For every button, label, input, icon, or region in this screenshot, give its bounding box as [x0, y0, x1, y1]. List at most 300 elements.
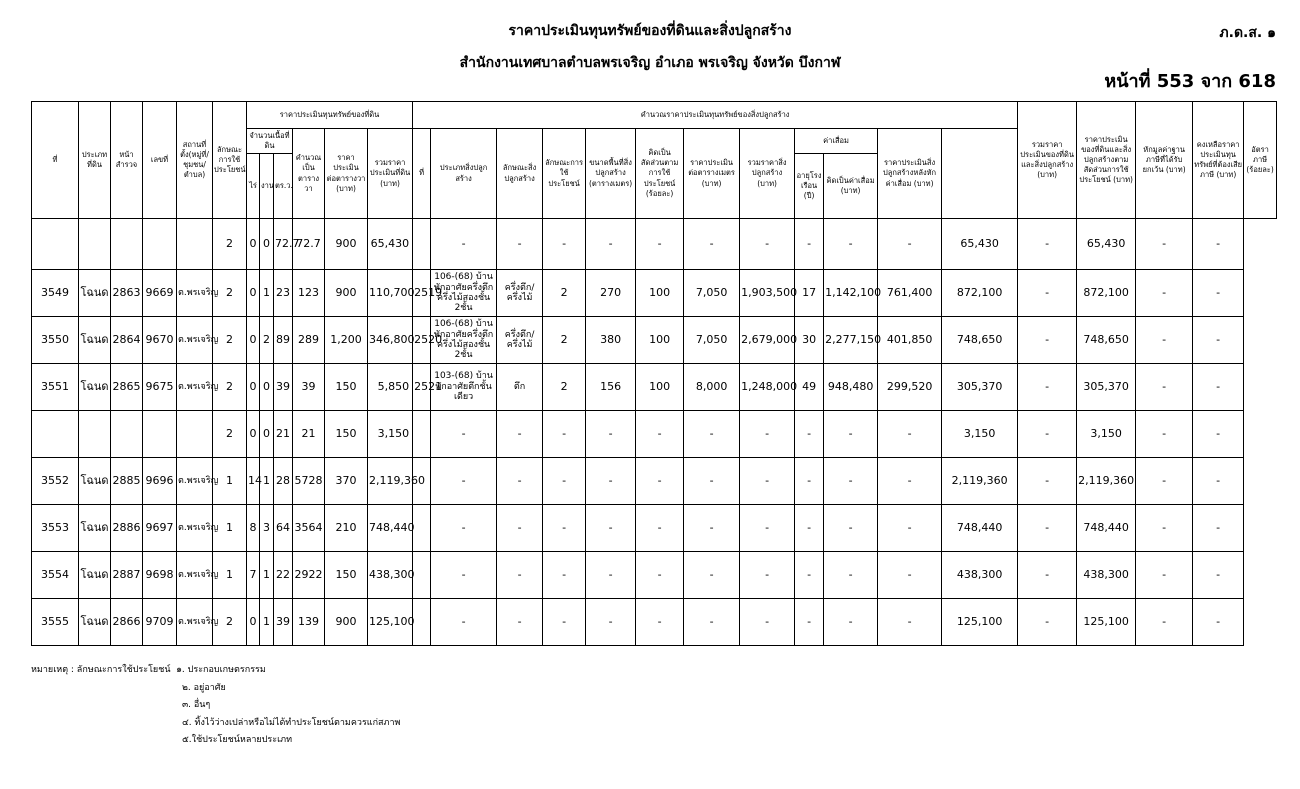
cell-location — [177, 219, 213, 270]
cell-land-type: โฉนด — [79, 552, 111, 599]
cell-survey-page: 2886 — [111, 505, 143, 552]
col-price-per-sqm: ราคาประเมินต่อตารางเมตร (บาท) — [684, 129, 740, 219]
cell-ngan: 0 — [260, 219, 274, 270]
cell-bldg-type: - — [431, 458, 497, 505]
cell-bldg-type: - — [431, 411, 497, 458]
form-code: ภ.ด.ส. ๑ — [1219, 25, 1276, 41]
cell-usage-pct: - — [636, 458, 684, 505]
cell-survey-page — [111, 219, 143, 270]
cell-survey-page: 2864 — [111, 317, 143, 364]
table-row — [32, 270, 1277, 317]
cell-bldg-total: - — [740, 411, 795, 458]
cell-bldg-no: 2520 — [413, 317, 431, 364]
cell-bldg-usage: - — [543, 505, 586, 552]
notes-prefix: หมายเหตุ : ลักษณะการใช้ประโยชน์ — [31, 665, 171, 675]
cell-calc-sqwa: 289 — [293, 317, 325, 364]
cell-bldg-type: 106-(68) บ้านพักอาศัยครึ่งตึกครึ่งไม้สองชั้น 2ชั้น — [431, 317, 497, 364]
cell-ngan: 1 — [260, 552, 274, 599]
cell-tax-rate: - — [1193, 364, 1244, 411]
cell-price-per-sqwa: 900 — [325, 219, 368, 270]
cell-sqwa: 39 — [274, 599, 293, 646]
cell-dep-value: - — [824, 219, 878, 270]
cell-tax-rate: - — [1193, 270, 1244, 317]
cell-bldg-after-dep: - — [878, 599, 942, 646]
cell-land-total: 65,430 — [368, 219, 413, 270]
cell-price-per-sqm: - — [684, 599, 740, 646]
cell-bldg-after-dep: 761,400 — [878, 270, 942, 317]
note-item: ๓. อื่นๆ — [182, 700, 211, 710]
cell-calc-sqwa: 72.7 — [293, 219, 325, 270]
cell-bldg-usage: - — [543, 411, 586, 458]
cell-sqwa: 89 — [274, 317, 293, 364]
cell-land-total: 438,300 — [368, 552, 413, 599]
col-ngan: งาน — [260, 154, 274, 219]
cell-by-usage: - — [1018, 411, 1077, 458]
cell-remaining: - — [1136, 552, 1193, 599]
cell-bldg-after-dep: 401,850 — [878, 317, 942, 364]
cell-remaining: - — [1136, 505, 1193, 552]
col-no: ที่ — [32, 102, 79, 219]
cell-by-usage: - — [1018, 270, 1077, 317]
cell-by-usage: - — [1018, 599, 1077, 646]
cell-rai: 0 — [247, 411, 260, 458]
cell-land-total: 5,850 — [368, 364, 413, 411]
cell-price-per-sqm: - — [684, 458, 740, 505]
cell-calc-sqwa: 21 — [293, 411, 325, 458]
cell-bldg-no — [413, 599, 431, 646]
cell-bldg-no: 2521 — [413, 364, 431, 411]
cell-price-per-sqm: - — [684, 552, 740, 599]
table-row — [32, 364, 1277, 411]
cell-no: 3555 — [32, 599, 79, 646]
cell-bldg-char: - — [497, 458, 543, 505]
col-group-land: ราคาประเมินทุนทรัพย์ของที่ดิน — [247, 102, 413, 129]
cell-age: 17 — [795, 270, 824, 317]
cell-tax-rate: - — [1193, 458, 1244, 505]
cell-survey-page: 2887 — [111, 552, 143, 599]
cell-remaining: - — [1136, 458, 1193, 505]
cell-land-type: โฉนด — [79, 505, 111, 552]
cell-price-per-sqwa: 210 — [325, 505, 368, 552]
col-grand-total: รวมราคาประเมินของที่ดินและสิ่งปลูกสร้าง (บาท) — [1018, 102, 1077, 219]
cell-location: ต.พรเจริญ — [177, 458, 213, 505]
cell-number: 9698 — [143, 552, 177, 599]
cell-land-type — [79, 219, 111, 270]
cell-number: 9675 — [143, 364, 177, 411]
cell-land-total: 2,119,360 — [368, 458, 413, 505]
assessment-table — [31, 101, 1277, 646]
cell-usage: 2 — [213, 364, 247, 411]
cell-dep-value: - — [824, 411, 878, 458]
col-usage-pct: คิดเป็นสัดส่วนตามการใช้ประโยชน์ (ร้อยละ) — [636, 129, 684, 219]
cell-land-type: โฉนด — [79, 599, 111, 646]
cell-bldg-after-dep: - — [878, 458, 942, 505]
cell-land-type: โฉนด — [79, 317, 111, 364]
cell-calc-sqwa: 3564 — [293, 505, 325, 552]
cell-calc-sqwa: 123 — [293, 270, 325, 317]
cell-grand-total: 125,100 — [942, 599, 1018, 646]
cell-number — [143, 411, 177, 458]
col-bldg-total: รวมราคาสิ่งปลูกสร้าง (บาท) — [740, 129, 795, 219]
cell-age: - — [795, 552, 824, 599]
cell-sqwa: 23 — [274, 270, 293, 317]
cell-exempt: 125,100 — [1077, 599, 1136, 646]
col-dep-value: คิดเป็นค่าเสื่อม (บาท) — [824, 154, 878, 219]
cell-price-per-sqwa: 150 — [325, 552, 368, 599]
cell-survey-page: 2865 — [111, 364, 143, 411]
col-group-area: จำนวนเนื้อที่ดิน — [247, 129, 293, 154]
cell-age: 49 — [795, 364, 824, 411]
cell-bldg-usage: - — [543, 552, 586, 599]
cell-land-total: 346,800 — [368, 317, 413, 364]
cell-sqwa: 39 — [274, 364, 293, 411]
cell-no: 3550 — [32, 317, 79, 364]
col-bldg-type: ประเภทสิ่งปลูกสร้าง — [431, 129, 497, 219]
cell-usage-pct: 100 — [636, 364, 684, 411]
cell-grand-total: 2,119,360 — [942, 458, 1018, 505]
cell-age: - — [795, 505, 824, 552]
cell-usage: 2 — [213, 219, 247, 270]
cell-land-type: โฉนด — [79, 458, 111, 505]
cell-number: 9709 — [143, 599, 177, 646]
cell-land-type: โฉนด — [79, 364, 111, 411]
cell-no: 3551 — [32, 364, 79, 411]
cell-survey-page: 2885 — [111, 458, 143, 505]
cell-price-per-sqwa: 900 — [325, 599, 368, 646]
cell-number — [143, 219, 177, 270]
col-usage: ลักษณะการใช้ประโยชน์ — [213, 102, 247, 219]
cell-remaining: - — [1136, 317, 1193, 364]
cell-exempt: 65,430 — [1077, 219, 1136, 270]
cell-land-total: 748,440 — [368, 505, 413, 552]
cell-bldg-size: - — [586, 552, 636, 599]
cell-price-per-sqm: 7,050 — [684, 270, 740, 317]
cell-bldg-size: - — [586, 599, 636, 646]
cell-bldg-char: - — [497, 505, 543, 552]
notes — [31, 662, 400, 750]
cell-bldg-char: ตึก — [497, 364, 543, 411]
col-exempt: หักมูลค่าฐานภาษีที่ได้รับยกเว้น (บาท) — [1136, 102, 1193, 219]
col-calc-sqwa: คำนวณเป็นตารางวา — [293, 129, 325, 219]
cell-land-total: 125,100 — [368, 599, 413, 646]
cell-bldg-total: - — [740, 552, 795, 599]
cell-no: 3554 — [32, 552, 79, 599]
cell-age: 30 — [795, 317, 824, 364]
cell-survey-page — [111, 411, 143, 458]
cell-sqwa: 22 — [274, 552, 293, 599]
cell-no — [32, 219, 79, 270]
note-item: ๕.ใช้ประโยชน์หลายประเภท — [182, 735, 293, 745]
cell-tax-rate: - — [1193, 219, 1244, 270]
cell-bldg-char: - — [497, 411, 543, 458]
cell-bldg-total: 2,679,000 — [740, 317, 795, 364]
col-remaining: คงเหลือราคาประเมินทุนทรัพย์ที่ต้องเสียภาษี (บาท) — [1193, 102, 1244, 219]
cell-calc-sqwa: 139 — [293, 599, 325, 646]
table-row — [32, 505, 1277, 552]
cell-ngan: 1 — [260, 458, 274, 505]
cell-no: 3549 — [32, 270, 79, 317]
cell-calc-sqwa: 39 — [293, 364, 325, 411]
col-bldg-size: ขนาดพื้นที่สิ่งปลูกสร้าง (ตารางเมตร) — [586, 129, 636, 219]
col-tax-rate: อัตราภาษี (ร้อยละ) — [1244, 102, 1277, 219]
cell-tax-rate: - — [1193, 599, 1244, 646]
cell-bldg-total: - — [740, 505, 795, 552]
cell-no: 3552 — [32, 458, 79, 505]
cell-sqwa: 72.7 — [274, 219, 293, 270]
cell-by-usage: - — [1018, 364, 1077, 411]
cell-grand-total: 872,100 — [942, 270, 1018, 317]
cell-price-per-sqwa: 1,200 — [325, 317, 368, 364]
cell-tax-rate: - — [1193, 552, 1244, 599]
col-by-usage: ราคาประเมินของที่ดินและสิ่งปลูกสร้างตามสัดส่วนการใช้ประโยชน์ (บาท) — [1077, 102, 1136, 219]
cell-calc-sqwa: 5728 — [293, 458, 325, 505]
cell-bldg-char: - — [497, 552, 543, 599]
cell-usage: 2 — [213, 317, 247, 364]
cell-land-total: 110,700 — [368, 270, 413, 317]
cell-bldg-size: - — [586, 505, 636, 552]
cell-sqwa: 21 — [274, 411, 293, 458]
cell-grand-total: 748,440 — [942, 505, 1018, 552]
cell-price-per-sqm: 7,050 — [684, 317, 740, 364]
cell-by-usage: - — [1018, 458, 1077, 505]
cell-age: - — [795, 411, 824, 458]
cell-bldg-after-dep: - — [878, 411, 942, 458]
cell-usage-pct: - — [636, 552, 684, 599]
cell-bldg-size: 156 — [586, 364, 636, 411]
cell-price-per-sqm: - — [684, 411, 740, 458]
cell-sqwa: 64 — [274, 505, 293, 552]
cell-land-type — [79, 411, 111, 458]
cell-price-per-sqwa: 900 — [325, 270, 368, 317]
cell-remaining: - — [1136, 219, 1193, 270]
cell-rai: 8 — [247, 505, 260, 552]
cell-tax-rate: - — [1193, 317, 1244, 364]
cell-by-usage: - — [1018, 317, 1077, 364]
cell-remaining: - — [1136, 270, 1193, 317]
cell-rai: 14 — [247, 458, 260, 505]
cell-bldg-total: - — [740, 599, 795, 646]
cell-exempt: 748,650 — [1077, 317, 1136, 364]
cell-usage: 1 — [213, 505, 247, 552]
cell-by-usage: - — [1018, 219, 1077, 270]
cell-bldg-no — [413, 219, 431, 270]
cell-bldg-type: - — [431, 505, 497, 552]
cell-grand-total: 65,430 — [942, 219, 1018, 270]
cell-ngan: 2 — [260, 317, 274, 364]
cell-bldg-usage: 2 — [543, 317, 586, 364]
cell-usage-pct: - — [636, 505, 684, 552]
table-row — [32, 552, 1277, 599]
cell-ngan: 1 — [260, 599, 274, 646]
col-bldg-char: ลักษณะสิ่งปลูกสร้าง — [497, 129, 543, 219]
cell-location: ต.พรเจริญ — [177, 364, 213, 411]
cell-bldg-char: - — [497, 219, 543, 270]
table-row — [32, 219, 1277, 270]
cell-remaining: - — [1136, 411, 1193, 458]
table-row — [32, 411, 1277, 458]
cell-usage-pct: 100 — [636, 270, 684, 317]
cell-age: - — [795, 458, 824, 505]
cell-bldg-after-dep: - — [878, 505, 942, 552]
cell-tax-rate: - — [1193, 505, 1244, 552]
col-location: สถานที่ตั้ง(หมู่ที่/ชุมชน/ตำบล) — [177, 102, 213, 219]
cell-exempt: 2,119,360 — [1077, 458, 1136, 505]
cell-usage-pct: - — [636, 599, 684, 646]
cell-bldg-char: ครึ่งตึก/ครึ่งไม้ — [497, 270, 543, 317]
cell-bldg-usage: - — [543, 599, 586, 646]
cell-price-per-sqwa: 150 — [325, 364, 368, 411]
cell-bldg-type: - — [431, 219, 497, 270]
cell-exempt: 305,370 — [1077, 364, 1136, 411]
cell-bldg-size: - — [586, 219, 636, 270]
cell-location — [177, 411, 213, 458]
cell-bldg-usage: 2 — [543, 270, 586, 317]
cell-rai: 0 — [247, 317, 260, 364]
cell-dep-value: - — [824, 458, 878, 505]
cell-sqwa: 28 — [274, 458, 293, 505]
table-row — [32, 458, 1277, 505]
cell-no — [32, 411, 79, 458]
cell-no: 3553 — [32, 505, 79, 552]
cell-dep-value: - — [824, 505, 878, 552]
cell-exempt: 438,300 — [1077, 552, 1136, 599]
cell-remaining: - — [1136, 364, 1193, 411]
cell-bldg-type: 106-(68) บ้านพักอาศัยครึ่งตึกครึ่งไม้สองชั้น 2ชั้น — [431, 270, 497, 317]
col-land-type: ประเภทที่ดิน — [79, 102, 111, 219]
cell-usage-pct: - — [636, 411, 684, 458]
document-subtitle: สำนักงานเทศบาลตำบลพรเจริญ อำเภอ พรเจริญ จังหวัด บึงกาฬ — [459, 55, 841, 71]
cell-bldg-char: ครึ่งตึก/ครึ่งไม้ — [497, 317, 543, 364]
table-row — [32, 599, 1277, 646]
cell-number: 9697 — [143, 505, 177, 552]
cell-usage: 2 — [213, 411, 247, 458]
cell-survey-page: 2863 — [111, 270, 143, 317]
cell-bldg-no — [413, 505, 431, 552]
cell-exempt: 872,100 — [1077, 270, 1136, 317]
cell-usage: 2 — [213, 270, 247, 317]
col-bldg-no: ที่ — [413, 129, 431, 219]
cell-number: 9670 — [143, 317, 177, 364]
cell-bldg-size: 380 — [586, 317, 636, 364]
cell-land-type: โฉนด — [79, 270, 111, 317]
table-body — [32, 219, 1277, 646]
cell-survey-page: 2866 — [111, 599, 143, 646]
cell-age: - — [795, 219, 824, 270]
cell-bldg-total: 1,248,000 — [740, 364, 795, 411]
cell-grand-total: 748,650 — [942, 317, 1018, 364]
cell-bldg-usage: 2 — [543, 364, 586, 411]
note-item: ๔. ทิ้งไว้ว่างเปล่าหรือไม่ได้ทำประโยชน์ตามควรแก่สภาพ — [182, 717, 401, 728]
col-price-per-sqwa: ราคาประเมินต่อตารางวา (บาท) — [325, 129, 368, 219]
cell-bldg-type: - — [431, 599, 497, 646]
cell-usage-pct: - — [636, 219, 684, 270]
cell-calc-sqwa: 2922 — [293, 552, 325, 599]
note-item: ๒. อยู่อาศัย — [182, 682, 226, 693]
cell-usage-pct: 100 — [636, 317, 684, 364]
col-number: เลขที่ — [143, 102, 177, 219]
cell-bldg-type: 103-(68) บ้านพักอาศัยตึกชั้นเดียว — [431, 364, 497, 411]
col-age: อายุโรงเรือน (ปี) — [795, 154, 824, 219]
cell-price-per-sqm: - — [684, 219, 740, 270]
cell-location: ต.พรเจริญ — [177, 317, 213, 364]
cell-location: ต.พรเจริญ — [177, 552, 213, 599]
cell-ngan: 0 — [260, 411, 274, 458]
col-group-building: คำนวณราคาประเมินทุนทรัพย์ของสิ่งปลูกสร้าง — [413, 102, 1018, 129]
cell-location: ต.พรเจริญ — [177, 599, 213, 646]
col-survey-page: หน้าสำรวจ — [111, 102, 143, 219]
cell-exempt: 748,440 — [1077, 505, 1136, 552]
cell-bldg-after-dep: - — [878, 552, 942, 599]
cell-exempt: 3,150 — [1077, 411, 1136, 458]
col-rai: ไร่ — [247, 154, 260, 219]
cell-rai: 7 — [247, 552, 260, 599]
col-land-total: รวมราคาประเมินที่ดิน (บาท) — [368, 129, 413, 219]
cell-bldg-usage: - — [543, 458, 586, 505]
cell-number: 9669 — [143, 270, 177, 317]
cell-price-per-sqwa: 370 — [325, 458, 368, 505]
page-number: หน้าที่ 553 จาก 618 — [1104, 71, 1276, 92]
cell-price-per-sqm: 8,000 — [684, 364, 740, 411]
cell-by-usage: - — [1018, 505, 1077, 552]
cell-rai: 0 — [247, 364, 260, 411]
col-bldg-usage: ลักษณะการใช้ประโยชน์ — [543, 129, 586, 219]
note-item: ๑. ประกอบเกษตรกรรม — [176, 665, 266, 675]
col-bldg-after-dep: ราคาประเมินสิ่งปลูกสร้างหลังหักค่าเสื่อม (บาท) — [878, 129, 942, 219]
cell-by-usage: - — [1018, 552, 1077, 599]
cell-remaining: - — [1136, 599, 1193, 646]
cell-price-per-sqm: - — [684, 505, 740, 552]
cell-ngan: 3 — [260, 505, 274, 552]
col-sqwa: ตร.ว. — [274, 154, 293, 219]
cell-dep-value: - — [824, 599, 878, 646]
cell-land-total: 3,150 — [368, 411, 413, 458]
cell-dep-value: 1,142,100 — [824, 270, 878, 317]
cell-usage: 1 — [213, 552, 247, 599]
cell-dep-value: 948,480 — [824, 364, 878, 411]
cell-bldg-no — [413, 552, 431, 599]
cell-price-per-sqwa: 150 — [325, 411, 368, 458]
cell-ngan: 1 — [260, 270, 274, 317]
cell-bldg-type: - — [431, 552, 497, 599]
notes-line — [31, 662, 400, 680]
cell-rai: 0 — [247, 219, 260, 270]
cell-location: ต.พรเจริญ — [177, 505, 213, 552]
cell-dep-value: 2,277,150 — [824, 317, 878, 364]
cell-bldg-size: - — [586, 458, 636, 505]
cell-dep-value: - — [824, 552, 878, 599]
cell-number: 9696 — [143, 458, 177, 505]
cell-bldg-no: 2519 — [413, 270, 431, 317]
table-row — [32, 317, 1277, 364]
cell-bldg-total: - — [740, 219, 795, 270]
cell-rai: 0 — [247, 599, 260, 646]
cell-usage: 2 — [213, 599, 247, 646]
cell-bldg-total: - — [740, 458, 795, 505]
cell-grand-total: 438,300 — [942, 552, 1018, 599]
cell-bldg-usage: - — [543, 219, 586, 270]
cell-rai: 0 — [247, 270, 260, 317]
cell-bldg-after-dep: - — [878, 219, 942, 270]
cell-tax-rate: - — [1193, 411, 1244, 458]
document-title: ราคาประเมินทุนทรัพย์ของที่ดินและสิ่งปลูกสร้าง — [508, 23, 792, 39]
cell-grand-total: 305,370 — [942, 364, 1018, 411]
cell-age: - — [795, 599, 824, 646]
cell-usage: 1 — [213, 458, 247, 505]
cell-location: ต.พรเจริญ — [177, 270, 213, 317]
cell-bldg-size: 270 — [586, 270, 636, 317]
cell-bldg-total: 1,903,500 — [740, 270, 795, 317]
cell-bldg-after-dep: 299,520 — [878, 364, 942, 411]
